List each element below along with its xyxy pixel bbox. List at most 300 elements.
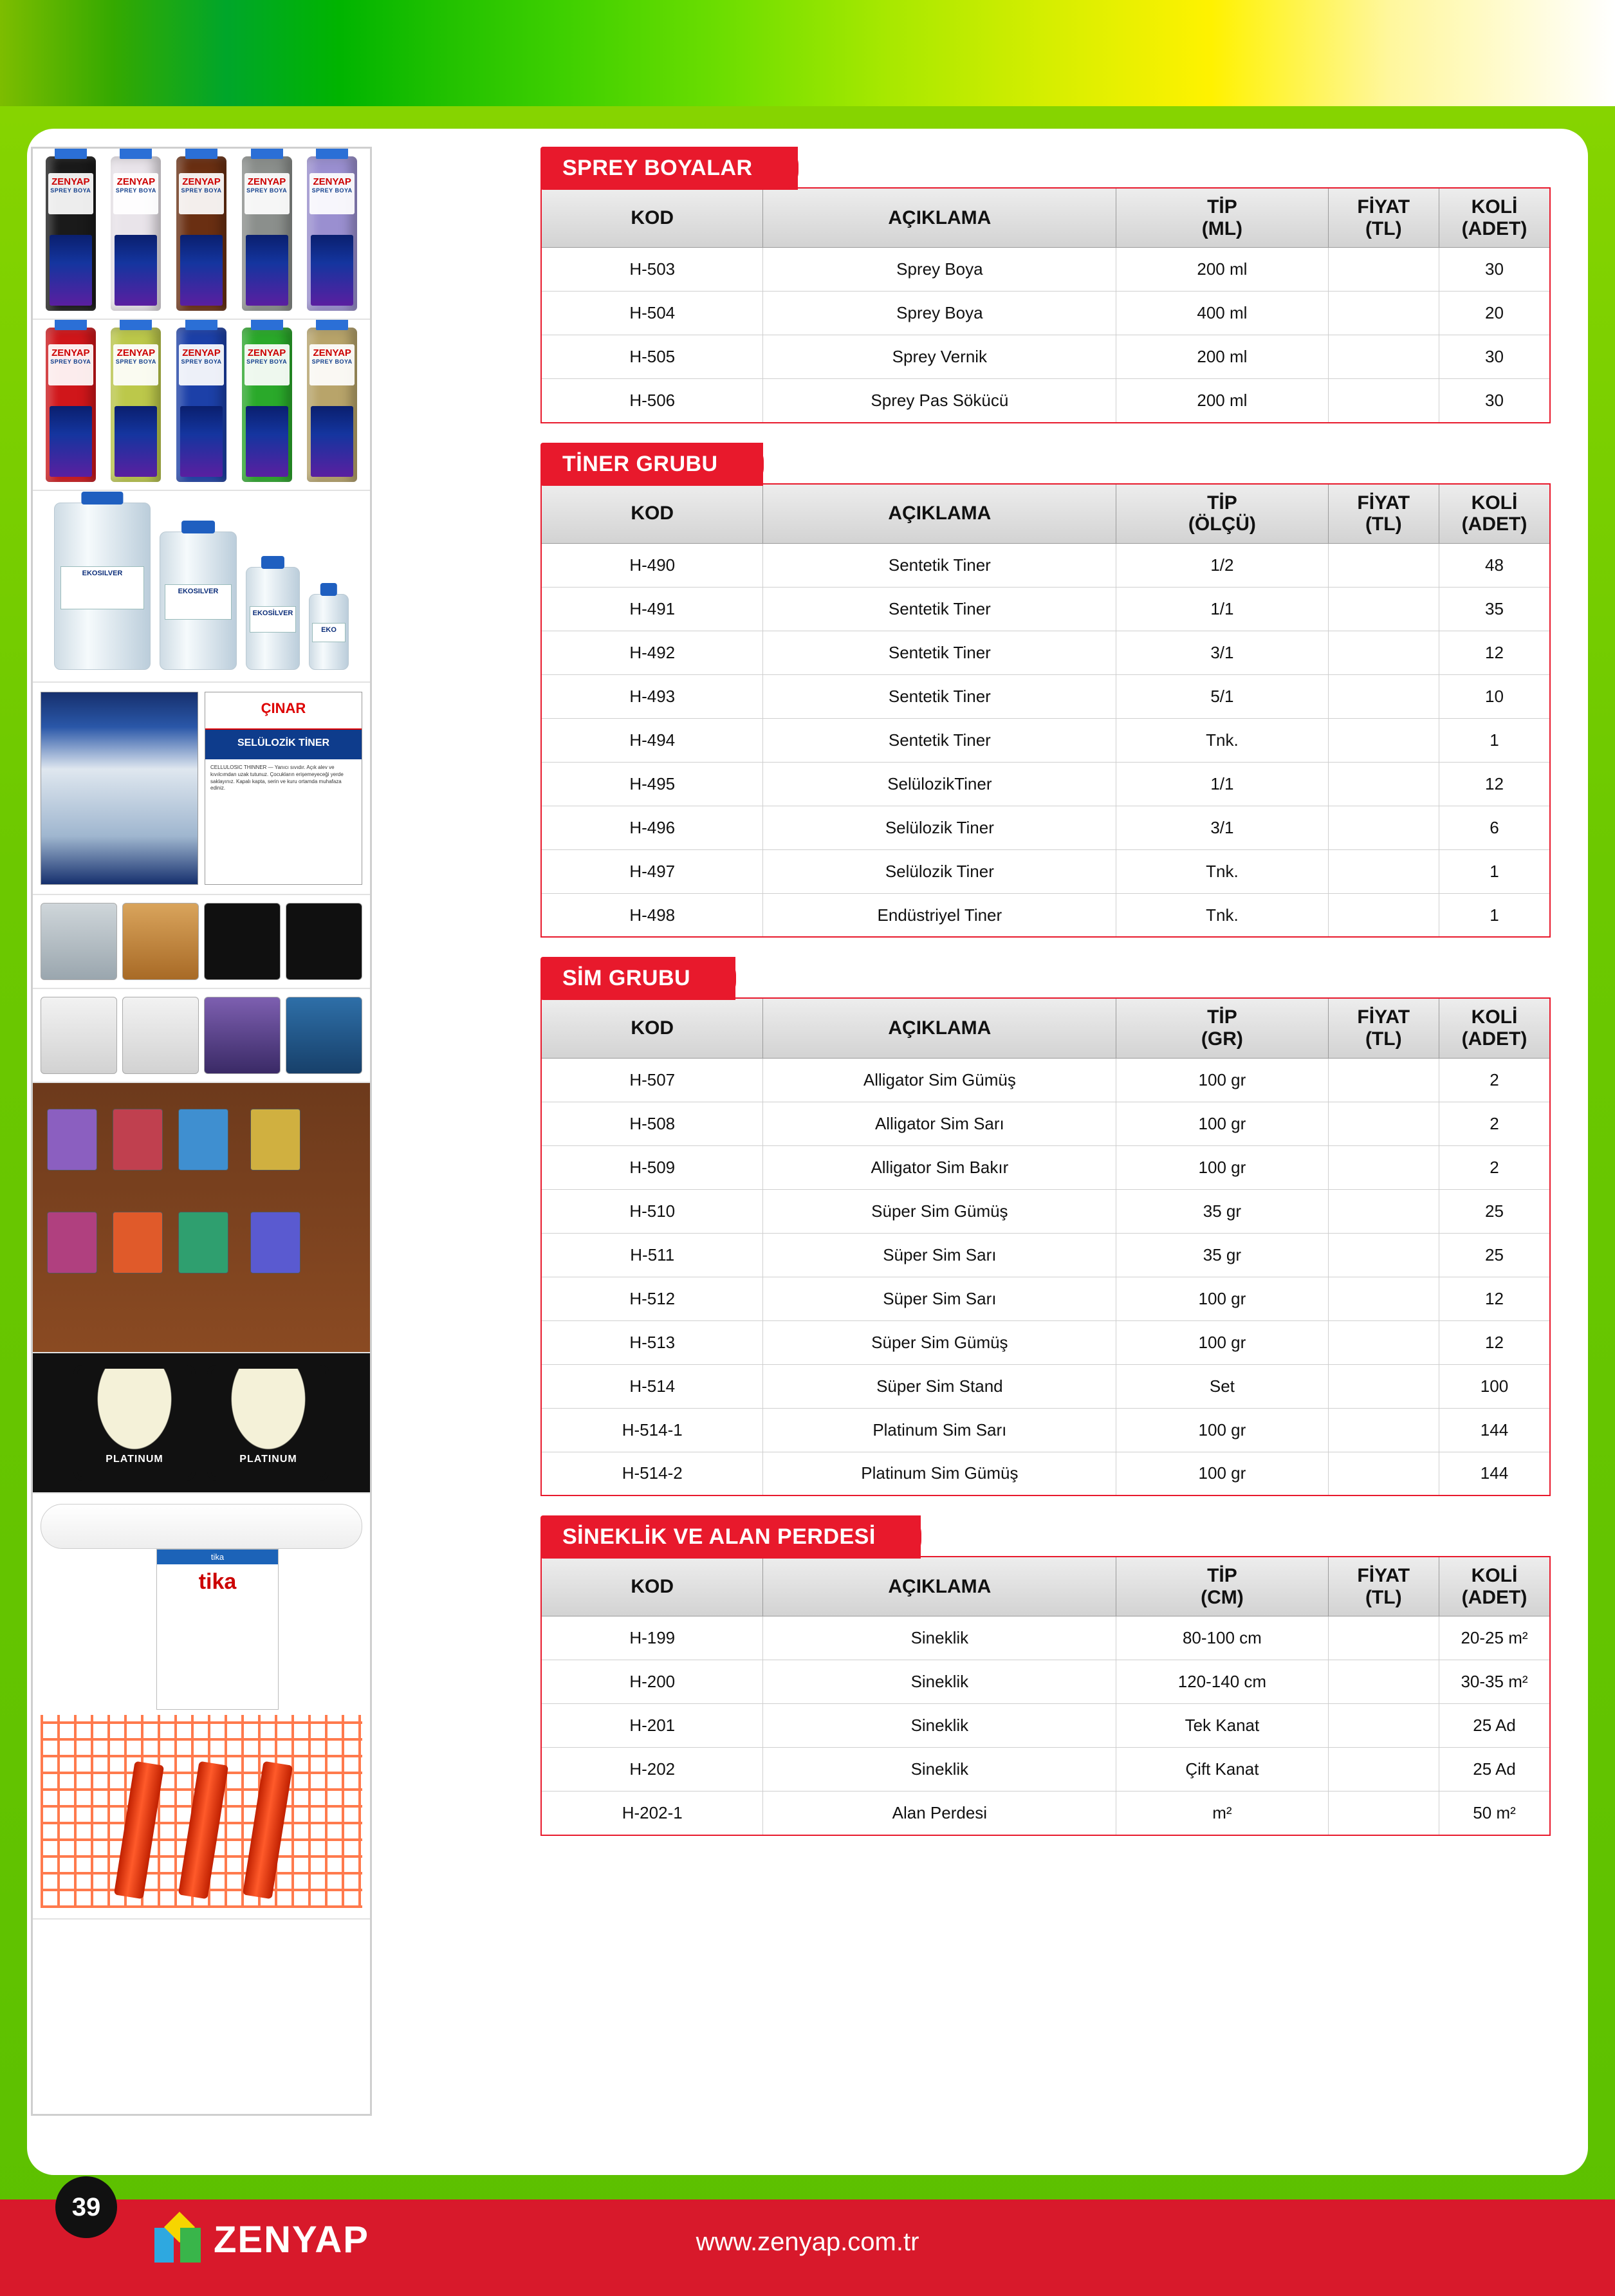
can-cap [251,320,283,330]
col-header-tip-line1: TİP [1207,196,1237,218]
can-cap [185,320,217,330]
cell-aciklama: Alligator Sim Bakır [763,1145,1116,1189]
can-cap [316,320,348,330]
cell-tip: 100 gr [1116,1408,1328,1452]
table-row [541,893,1550,937]
table-row [541,718,1550,762]
col-header-kod: KOD [541,1557,763,1616]
table-row [541,1189,1550,1233]
cell-koli: 2 [1439,1058,1551,1102]
table-row [541,292,1550,335]
thinner-bottle-medium [160,532,237,670]
section-title-sprey-boyalar: SPREY BOYALAR [540,147,798,190]
cell-koli: 144 [1439,1452,1551,1495]
bottle-cap [261,556,284,569]
spray-can-gold [307,328,357,482]
col-header-kod: KOD [541,998,763,1058]
section-tiner-grubu [540,443,1551,938]
can-label: ZENYAP SPREY BOYA [309,173,355,214]
can-label: ZENYAP SPREY BOYA [113,173,158,214]
cell-fiyat [1328,893,1439,937]
cell-kod: H-200 [541,1660,763,1704]
table-row [541,1058,1550,1102]
cell-aciklama: Sineklik [763,1704,1116,1748]
cell-koli: 50 m² [1439,1791,1551,1835]
cell-aciklama: Süper Sim Gümüş [763,1189,1116,1233]
cell-kod: H-199 [541,1616,763,1660]
brand-name: ZENYAP [214,2218,369,2261]
can-artwork [180,406,223,477]
can-label: ZENYAP SPREY BOYA [179,344,224,385]
col-header-tip [1116,484,1328,544]
tika-brand: tika [198,1569,237,1594]
cell-fiyat [1328,1364,1439,1408]
mesh-roll [243,1761,293,1900]
cell-aciklama: SelülozikTiner [763,762,1116,806]
can-cap [55,320,87,330]
cell-fiyat [1328,1748,1439,1791]
can-cap [120,149,152,159]
can-cap [185,149,217,159]
cell-fiyat [1328,543,1439,587]
table-header-row [541,998,1550,1058]
cell-fiyat [1328,1616,1439,1660]
table-row [541,674,1550,718]
can-artwork [115,235,157,306]
col-header-koli [1439,484,1551,544]
cell-aciklama: Sineklik [763,1660,1116,1704]
can-label: ZENYAP SPREY BOYA [48,344,93,385]
col-header-tip-line2: (ÖLÇÜ) [1188,514,1256,535]
bottle-label: EKOSILVER [60,566,144,609]
col-header-fiyat-line1: FİYAT [1357,1565,1410,1587]
spray-can-green [242,328,292,482]
can-label: ZENYAP SPREY BOYA [309,344,355,385]
cell-fiyat [1328,1408,1439,1452]
table-tiner-grubu [540,483,1551,938]
cell-koli: 12 [1439,631,1551,674]
thinner-bottles-photo [33,491,370,683]
cell-tip: 1/2 [1116,543,1328,587]
col-header-koli-line2: (ADET) [1461,1028,1527,1050]
can-cap [120,320,152,330]
cell-aciklama: Sineklik [763,1748,1116,1791]
table-sprey-boyalar [540,187,1551,423]
cell-koli: 25 Ad [1439,1704,1551,1748]
sineklik-products-photo [33,1494,370,1920]
cell-kod: H-505 [541,335,763,379]
bottle-cap [320,583,337,596]
spray-can-red [46,328,96,482]
can-label: ZENYAP SPREY BOYA [245,173,290,214]
bottle-cap [181,521,215,533]
col-header-fiyat-line1: FİYAT [1357,196,1410,218]
cell-aciklama: Süper Sim Sarı [763,1277,1116,1320]
cell-kod: H-509 [541,1145,763,1189]
cell-koli: 35 [1439,587,1551,631]
cell-kod: H-514-2 [541,1452,763,1495]
cell-fiyat [1328,335,1439,379]
col-header-fiyat [1328,998,1439,1058]
cell-tip: 5/1 [1116,674,1328,718]
cell-fiyat [1328,1320,1439,1364]
cell-koli: 48 [1439,543,1551,587]
platinum-sim-gold-pot [73,1365,196,1481]
cell-kod: H-202 [541,1748,763,1791]
cell-aciklama: Alligator Sim Gümüş [763,1058,1116,1102]
cell-kod: H-514 [541,1364,763,1408]
col-header-tip-line1: TİP [1207,492,1237,514]
cell-fiyat [1328,587,1439,631]
page-footer [0,2192,1615,2296]
table-row [541,806,1550,849]
cell-kod: H-503 [541,248,763,292]
section-title-sim-grubu: SİM GRUBU [540,957,735,1000]
col-header-aciklama: AÇIKLAMA [763,484,1116,544]
col-header-fiyat-line1: FİYAT [1357,1006,1410,1028]
table-row [541,762,1550,806]
top-color-band [0,0,1615,106]
cell-aciklama: Sprey Boya [763,292,1116,335]
table-row [541,1452,1550,1495]
section-title-sineklik-ve-alan-perdesi: SİNEKLİK VE ALAN PERDESİ [540,1515,921,1559]
cell-tip: m² [1116,1791,1328,1835]
cell-tip: 35 gr [1116,1189,1328,1233]
cinar-description: CELLULOSIC THINNER — Yanıcı sıvıdır. Açık alev ve kıvılcımdan uzak tutunuz. Çocukların erişemeyeceği yerde saklayınız. Kapalı kapta, serin ve kuru ortamda muhafaza ediniz. [210,764,344,792]
table-row [541,1102,1550,1145]
table-row [541,1364,1550,1408]
cell-aciklama: Endüstriyel Tiner [763,893,1116,937]
table-row [541,1748,1550,1791]
cell-koli: 100 [1439,1364,1551,1408]
cell-koli: 10 [1439,674,1551,718]
table-row [541,1791,1550,1835]
website-url[interactable]: www.zenyap.com.tr [696,2228,919,2256]
cell-kod: H-508 [541,1102,763,1145]
can-artwork [180,235,223,306]
can-cap [316,149,348,159]
glitter-pouch [47,1109,97,1171]
can-artwork [246,406,288,477]
table-row [541,631,1550,674]
cell-fiyat [1328,674,1439,718]
bottle-label: EKO [312,623,346,642]
col-header-aciklama: AÇIKLAMA [763,998,1116,1058]
cell-tip: 200 ml [1116,248,1328,292]
col-header-fiyat-line2: (TL) [1365,218,1402,239]
cell-tip: Tnk. [1116,893,1328,937]
cell-koli: 1 [1439,718,1551,762]
cell-tip: 120-140 cm [1116,1660,1328,1704]
super-sim-display-stand [33,1083,370,1353]
cell-fiyat [1328,292,1439,335]
cell-aciklama: Sentetik Tiner [763,631,1116,674]
cell-tip: Tnk. [1116,718,1328,762]
table-sim-grubu [540,997,1551,1496]
cell-aciklama: Sentetik Tiner [763,674,1116,718]
table-header-row [541,1557,1550,1616]
cell-koli: 20 [1439,292,1551,335]
price-tables-column [540,147,1551,1855]
cell-koli: 12 [1439,1320,1551,1364]
cell-kod: H-492 [541,631,763,674]
cell-fiyat [1328,1189,1439,1233]
cell-tip: Tnk. [1116,849,1328,893]
cell-tip: 100 gr [1116,1277,1328,1320]
col-header-fiyat [1328,1557,1439,1616]
cell-tip: 200 ml [1116,335,1328,379]
cell-koli: 25 [1439,1233,1551,1277]
cell-kod: H-496 [541,806,763,849]
thinner-bottle-large [54,503,151,670]
cell-fiyat [1328,1660,1439,1704]
can-artwork [311,235,353,306]
table-row [541,1233,1550,1277]
table-row [541,248,1550,292]
bottle-label: EKOSİLVER [250,606,296,633]
col-header-fiyat-line1: FİYAT [1357,492,1410,514]
cell-koli: 144 [1439,1408,1551,1452]
cell-aciklama: Sentetik Tiner [763,718,1116,762]
cell-aciklama: Alligator Sim Sarı [763,1102,1116,1145]
spray-can-yellowgreen [111,328,161,482]
cell-kod: H-513 [541,1320,763,1364]
cell-kod: H-514-1 [541,1408,763,1452]
cell-koli: 20-25 m² [1439,1616,1551,1660]
eko-silver-tin [41,692,198,885]
cell-fiyat [1328,1452,1439,1495]
table-header-row [541,188,1550,248]
cell-kod: H-507 [541,1058,763,1102]
can-label: ZENYAP SPREY BOYA [179,173,224,214]
col-header-fiyat [1328,484,1439,544]
pot-label: PLATINUM [239,1454,297,1465]
col-header-tip-line2: (ML) [1201,218,1243,239]
cell-fiyat [1328,1102,1439,1145]
pot-label: PLATINUM [106,1454,163,1465]
glitter-pouch [113,1109,163,1171]
table-row [541,849,1550,893]
cell-fiyat [1328,379,1439,423]
cell-tip: 100 gr [1116,1145,1328,1189]
product-image-column [31,147,372,2116]
glitter-packs-purple [204,997,281,1074]
col-header-koli [1439,998,1551,1058]
glitter-jar-copper [122,903,199,980]
cell-aciklama: Selülozik Tiner [763,849,1116,893]
cell-koli: 25 Ad [1439,1748,1551,1791]
cell-tip: Çift Kanat [1116,1748,1328,1791]
col-header-aciklama: AÇIKLAMA [763,1557,1116,1616]
cell-tip: 100 gr [1116,1102,1328,1145]
col-header-fiyat [1328,188,1439,248]
cell-koli: 6 [1439,806,1551,849]
tika-header: tika [157,1550,278,1564]
bottle-cap [81,492,123,505]
cell-koli: 30 [1439,379,1551,423]
can-artwork [50,406,92,477]
cell-kod: H-495 [541,762,763,806]
col-header-fiyat-line2: (TL) [1365,1028,1402,1050]
cell-tip: 1/1 [1116,762,1328,806]
section-sineklik-ve-alan-perdesi [540,1515,1551,1836]
cell-fiyat [1328,1233,1439,1277]
table-row [541,1277,1550,1320]
col-header-koli-line1: KOLİ [1471,1565,1518,1587]
cell-koli: 1 [1439,849,1551,893]
col-header-tip-line2: (GR) [1201,1028,1243,1050]
col-header-aciklama: AÇIKLAMA [763,188,1116,248]
cell-koli: 2 [1439,1102,1551,1145]
cell-fiyat [1328,631,1439,674]
col-header-tip [1116,1557,1328,1616]
can-cap [251,149,283,159]
glitter-pouch [47,1212,97,1273]
cell-aciklama: Selülozik Tiner [763,806,1116,849]
super-sim-jar-1 [41,997,117,1074]
cell-aciklama: Süper Sim Gümüş [763,1320,1116,1364]
cell-kod: H-497 [541,849,763,893]
cell-tip: 100 gr [1116,1320,1328,1364]
cell-fiyat [1328,1704,1439,1748]
can-artwork [311,406,353,477]
spray-can-white [111,156,161,311]
col-header-kod: KOD [541,484,763,544]
glitter-pouch [178,1212,228,1273]
cell-koli: 12 [1439,762,1551,806]
table-row [541,379,1550,423]
cinar-product-title: SELÜLOZİK TİNER [205,730,362,759]
cell-aciklama: Süper Sim Sarı [763,1233,1116,1277]
can-cap [55,149,87,159]
spray-can-blue [176,328,226,482]
cell-kod: H-510 [541,1189,763,1233]
section-sim-grubu [540,957,1551,1496]
cell-tip: Set [1116,1364,1328,1408]
cell-koli: 25 [1439,1189,1551,1233]
cell-kod: H-494 [541,718,763,762]
platinum-sim-pots-photo [33,1353,370,1494]
cell-aciklama: Sentetik Tiner [763,587,1116,631]
cell-aciklama: Platinum Sim Gümüş [763,1452,1116,1495]
table-row [541,1320,1550,1364]
spray-cans-row-1 [33,149,370,320]
cell-koli: 2 [1439,1145,1551,1189]
table-row [541,1145,1550,1189]
sineklik-roll [41,1504,362,1549]
spray-can-brown [176,156,226,311]
cell-koli: 12 [1439,1277,1551,1320]
cell-kod: H-506 [541,379,763,423]
mesh-roll [178,1761,228,1900]
cell-tip: 80-100 cm [1116,1616,1328,1660]
cell-aciklama: Platinum Sim Sarı [763,1408,1116,1452]
section-title-tiner-grubu: TİNER GRUBU [540,443,763,486]
cell-kod: H-504 [541,292,763,335]
col-header-fiyat-line2: (TL) [1365,1586,1402,1608]
cell-tip: 3/1 [1116,806,1328,849]
cell-fiyat [1328,1058,1439,1102]
spray-can-purple [307,156,357,311]
cell-koli: 30 [1439,335,1551,379]
cell-fiyat [1328,762,1439,806]
glitter-jars-row-2 [33,989,370,1083]
table-row [541,1660,1550,1704]
mesh-roll [114,1761,164,1900]
cell-kod: H-493 [541,674,763,718]
cell-fiyat [1328,1145,1439,1189]
col-header-koli [1439,188,1551,248]
thinner-tins-photo [33,683,370,895]
table-row [541,587,1550,631]
col-header-koli-line1: KOLİ [1471,492,1518,514]
glitter-pouch [250,1212,300,1273]
cell-kod: H-498 [541,893,763,937]
cell-fiyat [1328,1791,1439,1835]
platinum-sim-silver-pot [207,1365,329,1481]
cell-aciklama: Sineklik [763,1616,1116,1660]
cell-aciklama: Sprey Pas Sökücü [763,379,1116,423]
col-header-fiyat-line2: (TL) [1365,514,1402,535]
cell-koli: 1 [1439,893,1551,937]
col-header-tip [1116,998,1328,1058]
cell-koli: 30 [1439,248,1551,292]
tika-sineklik-box [156,1549,279,1710]
cinar-brand: ÇINAR [205,692,362,730]
col-header-tip-line2: (CM) [1201,1586,1244,1608]
cinar-cellulosic-thinner-tin [205,692,362,885]
table-sineklik-ve-alan-perdesi [540,1556,1551,1836]
alligator-sim-silver-tin [204,903,281,980]
table-row [541,1704,1550,1748]
cell-aciklama: Süper Sim Stand [763,1364,1116,1408]
zenyap-logo-icon [154,2216,202,2263]
cell-koli: 30-35 m² [1439,1660,1551,1704]
bottle-label: EKOSILVER [165,584,232,620]
cell-kod: H-490 [541,543,763,587]
col-header-tip-line1: TİP [1207,1006,1237,1028]
cell-tip: 35 gr [1116,1233,1328,1277]
super-sim-jar-2 [122,997,199,1074]
thinner-bottle-small [246,567,300,670]
cell-kod: H-511 [541,1233,763,1277]
cell-tip: 100 gr [1116,1452,1328,1495]
table-row [541,335,1550,379]
glitter-jar-silver [41,903,117,980]
cell-tip: 3/1 [1116,631,1328,674]
glitter-jars-row-1 [33,895,370,989]
spray-can-grey [242,156,292,311]
cell-tip: 400 ml [1116,292,1328,335]
cell-aciklama: Sprey Boya [763,248,1116,292]
can-label: ZENYAP SPREY BOYA [48,173,93,214]
cell-kod: H-512 [541,1277,763,1320]
col-header-koli-line2: (ADET) [1461,1586,1527,1608]
col-header-koli-line2: (ADET) [1461,514,1527,535]
table-row [541,543,1550,587]
can-artwork [115,406,157,477]
cell-tip: 100 gr [1116,1058,1328,1102]
cell-aciklama: Sprey Vernik [763,335,1116,379]
table-row [541,1408,1550,1452]
glitter-tray-blue [286,997,362,1074]
can-label: ZENYAP SPREY BOYA [113,344,158,385]
col-header-tip-line1: TİP [1207,1565,1237,1587]
spray-cans-row-2 [33,320,370,491]
cell-fiyat [1328,806,1439,849]
glitter-pouch [178,1109,228,1171]
table-header-row [541,484,1550,544]
